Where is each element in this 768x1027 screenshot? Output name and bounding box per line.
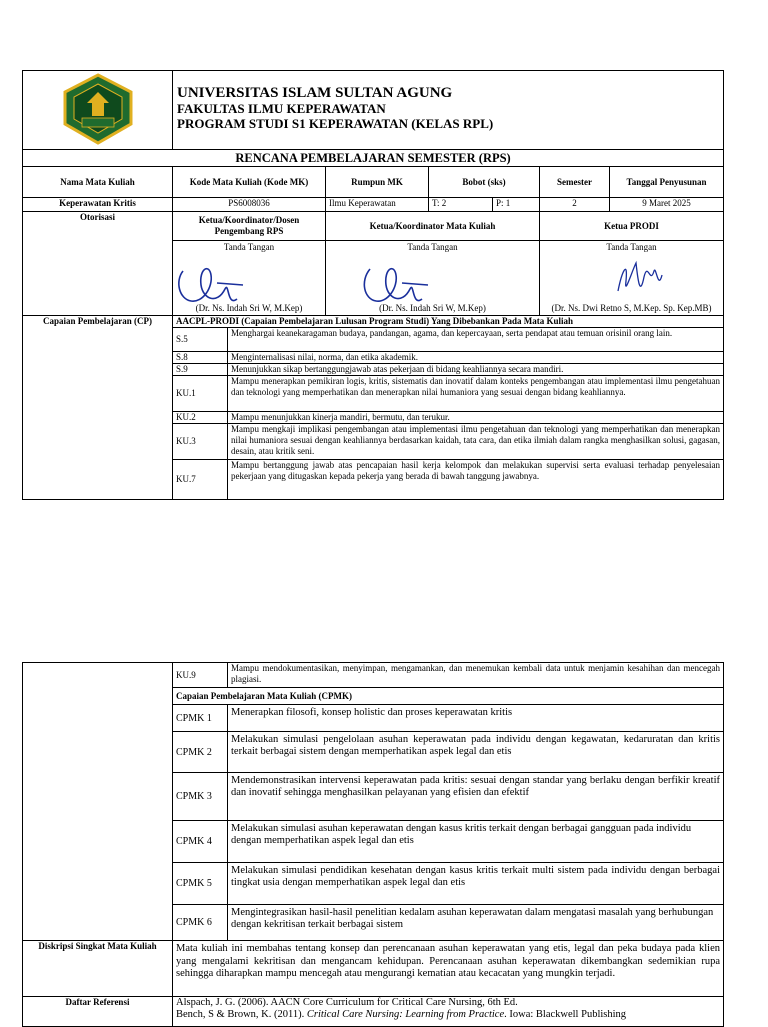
cp-heading: AACPL-PRODI (Capaian Pembelajaran Lulusan Program Studi) Yang Dibebankan Pada Mata Kuliah [173, 316, 724, 328]
developer-signature-cell [173, 241, 326, 316]
sign-label: Tanda Tangan [606, 242, 657, 252]
university-name: UNIVERSITAS ISLAM SULTAN AGUNG [177, 85, 453, 101]
authorization-label: Otorisasi [23, 212, 173, 316]
col-date: Tanggal Penyusunan [610, 167, 724, 198]
cpmk-code: CPMK 3 [173, 773, 228, 821]
cp-text: Mampu bertanggung jawab atas pencapaian hasil kerja kelompok dan melakukan supervisi serta evaluasi terhadap penyelesaian pekerjaan yang ditugaskan kepada pekerja yang berada di bawah tanggung jawabnya. [228, 460, 724, 500]
faculty-name: FAKULTAS ILMU KEPERAWATAN [177, 101, 386, 116]
course-theory-credits: T: 2 [429, 198, 493, 212]
cp-text: Mampu menerapkan pemikiran logis, kritis, sistematis dan inovatif dalam konteks pengembangan atau implementasi ilmu pengetahuan dan teknologi yang memperhatikan dan menerapkan nilai humaniora yang sesuai dengan bidang keahliannya. [228, 376, 724, 412]
cp-text: Mampu mendokumentasikan, menyimpan, mengamankan, dan menemukan kembali data untuk menjamin kesahihan dan mencegah plagiasi. [228, 663, 724, 688]
cpmk-text: Melakukan simulasi pengelolaan asuhan keperawatan pada individu dengan kegawatan, kedaruratan dan kritis terkait berbagai sistem dengan memperhatikan aspek legal dan etis [228, 732, 724, 773]
cp-row [23, 663, 724, 688]
cp-code: KU.9 [173, 663, 228, 688]
cp-label-continuation [23, 663, 173, 941]
cp-text: Mampu mengkaji implikasi pengembangan atau implementasi ilmu pengetahuan dan teknologi yang memperhatikan dan menerapkan nilai humaniora sesuai dengan keahliannya berdasarkan kaidah, tata cara, dan etika ilmiah dalam rangka menghasilkan solusi, gagasan, desain, atau kritik seni. [228, 424, 724, 460]
cpmk-text: Mengintegrasikan hasil-hasil penelitian kedalam asuhan keperawatan dalam mengatasi masalah yang berhubungan dengan kekritisan terkait berbagai sistem [228, 905, 724, 941]
cp-text: Menunjukkan sikap bertanggungjawab atas pekerjaan di bidang keahliannya secara mandiri. [228, 364, 724, 376]
cp-code: S.9 [173, 364, 228, 376]
cpmk-text: Melakukan simulasi asuhan keperawatan dengan kasus kritis terkait dengan berbagai gangguan pada individu dengan memperhatikan aspek legal dan etis [228, 821, 724, 863]
cp-code: S.8 [173, 352, 228, 364]
course-semester: 2 [540, 198, 610, 212]
course-name: Keperawatan Kritis [23, 198, 173, 212]
cp-label: Capaian Pembelajaran (CP) [23, 316, 173, 500]
sign-label: Tanda Tangan [407, 242, 458, 252]
cpmk-code: CPMK 5 [173, 863, 228, 905]
coordinator-name: (Dr. Ns. Indah Sri W, M.Kep) [379, 303, 486, 313]
description-text: Mata kuliah ini membahas tentang konsep dan perencanaan asuhan keperawatan yang etis, legal dan peka budaya pada klien yang mengalami kekritisan dan mengancam kehidupan. Perencanaan asuhan keperawatan dikembangkan sedemikian rupa sehingga diharapkan mampu mencegah atau mengurangi kematian atau kecacatan yang mungkin terjadi. [173, 941, 724, 997]
description-label: Diskripsi Singkat Mata Kuliah [23, 941, 173, 997]
cpmk-text: Melakukan simulasi pendidikan kesehatan dengan kasus kritis terkait multi sistem pada individu dengan berbagai tingkat usia dengan memperhatikan aspek legal dan etis [228, 863, 724, 905]
col-course-code: Kode Mata Kuliah (Kode MK) [173, 167, 326, 198]
developer-role: Ketua/Koordinator/Dosen Pengembang RPS [173, 212, 326, 241]
head-role: Ketua PRODI [540, 212, 724, 241]
cp-code: KU.3 [173, 424, 228, 460]
document-title: RENCANA PEMBELAJARAN SEMESTER (RPS) [23, 150, 724, 167]
sign-label: Tanda Tangan [223, 242, 275, 252]
rps-table-part-1 [22, 70, 723, 500]
course-practice-credits: P: 1 [493, 198, 540, 212]
reference-item: Alspach, J. G. (2006). AACN Core Curriculum for Critical Care Nursing, 6th Ed. [176, 997, 518, 1008]
cp-text: Mampu menunjukkan kinerja mandiri, bermutu, dan terukur. [228, 412, 724, 424]
cp-code: KU.7 [173, 460, 228, 500]
reference-item [176, 1009, 720, 1021]
cpmk-heading: Capaian Pembelajaran Mata Kuliah (CPMK) [173, 688, 724, 705]
cpmk-code: CPMK 2 [173, 732, 228, 773]
col-cluster: Rumpun MK [326, 167, 429, 198]
institution-cell [173, 71, 724, 150]
developer-name: (Dr. Ns. Indah Sri W, M.Kep) [195, 303, 303, 313]
coordinator-role: Ketua/Koordinator Mata Kuliah [326, 212, 540, 241]
cp-code: KU.2 [173, 412, 228, 424]
course-date: 9 Maret 2025 [610, 198, 724, 212]
head-signature-cell [540, 241, 724, 316]
coordinator-signature-cell [326, 241, 540, 316]
references-list [173, 997, 724, 1027]
cp-text: Menginternalisasi nilai, norma, dan etika akademik. [228, 352, 724, 364]
rps-table-part-2 [22, 662, 723, 1027]
reference-title: Critical Care Nursing: Learning from Practice [306, 1009, 505, 1020]
col-credits: Bobot (sks) [429, 167, 540, 198]
reference-authors: Bench, S & Brown, K. (2011). [176, 1009, 307, 1020]
cpmk-code: CPMK 1 [173, 705, 228, 732]
col-course-name: Nama Mata Kuliah [23, 167, 173, 198]
program-name: PROGRAM STUDI S1 KEPERAWATAN (KELAS RPL) [177, 116, 494, 131]
references-label: Daftar Referensi [23, 997, 173, 1027]
head-name: (Dr. Ns. Dwi Retno S, M.Kep. Sp. Kep.MB) [551, 303, 712, 313]
cpmk-code: CPMK 6 [173, 905, 228, 941]
cpmk-text: Mendemonstrasikan intervensi keperawatan pada kritis: sesuai dengan standar yang berlaku dengan berfikir kreatif dan inovatif sehingga menghasilkan pelayanan yang efisien dan efektif [228, 773, 724, 821]
unissula-logo-icon [58, 72, 138, 146]
cpmk-code: CPMK 4 [173, 821, 228, 863]
cp-code: KU.1 [173, 376, 228, 412]
reference-publisher: . Iowa: Blackwell Publishing [504, 1009, 627, 1020]
course-code: PS6008036 [173, 198, 326, 212]
course-cluster: Ilmu Keperawatan [326, 198, 429, 212]
logo-cell [23, 71, 173, 150]
cpmk-text: Menerapkan filosofi, konsep holistic dan proses keperawatan kritis [228, 705, 724, 732]
cp-code: S.5 [173, 328, 228, 352]
col-semester: Semester [540, 167, 610, 198]
cp-text: Menghargai keanekaragaman budaya, pandangan, agama, dan kepercayaan, serta pendapat atau temuan orisinil orang lain. [228, 328, 724, 352]
